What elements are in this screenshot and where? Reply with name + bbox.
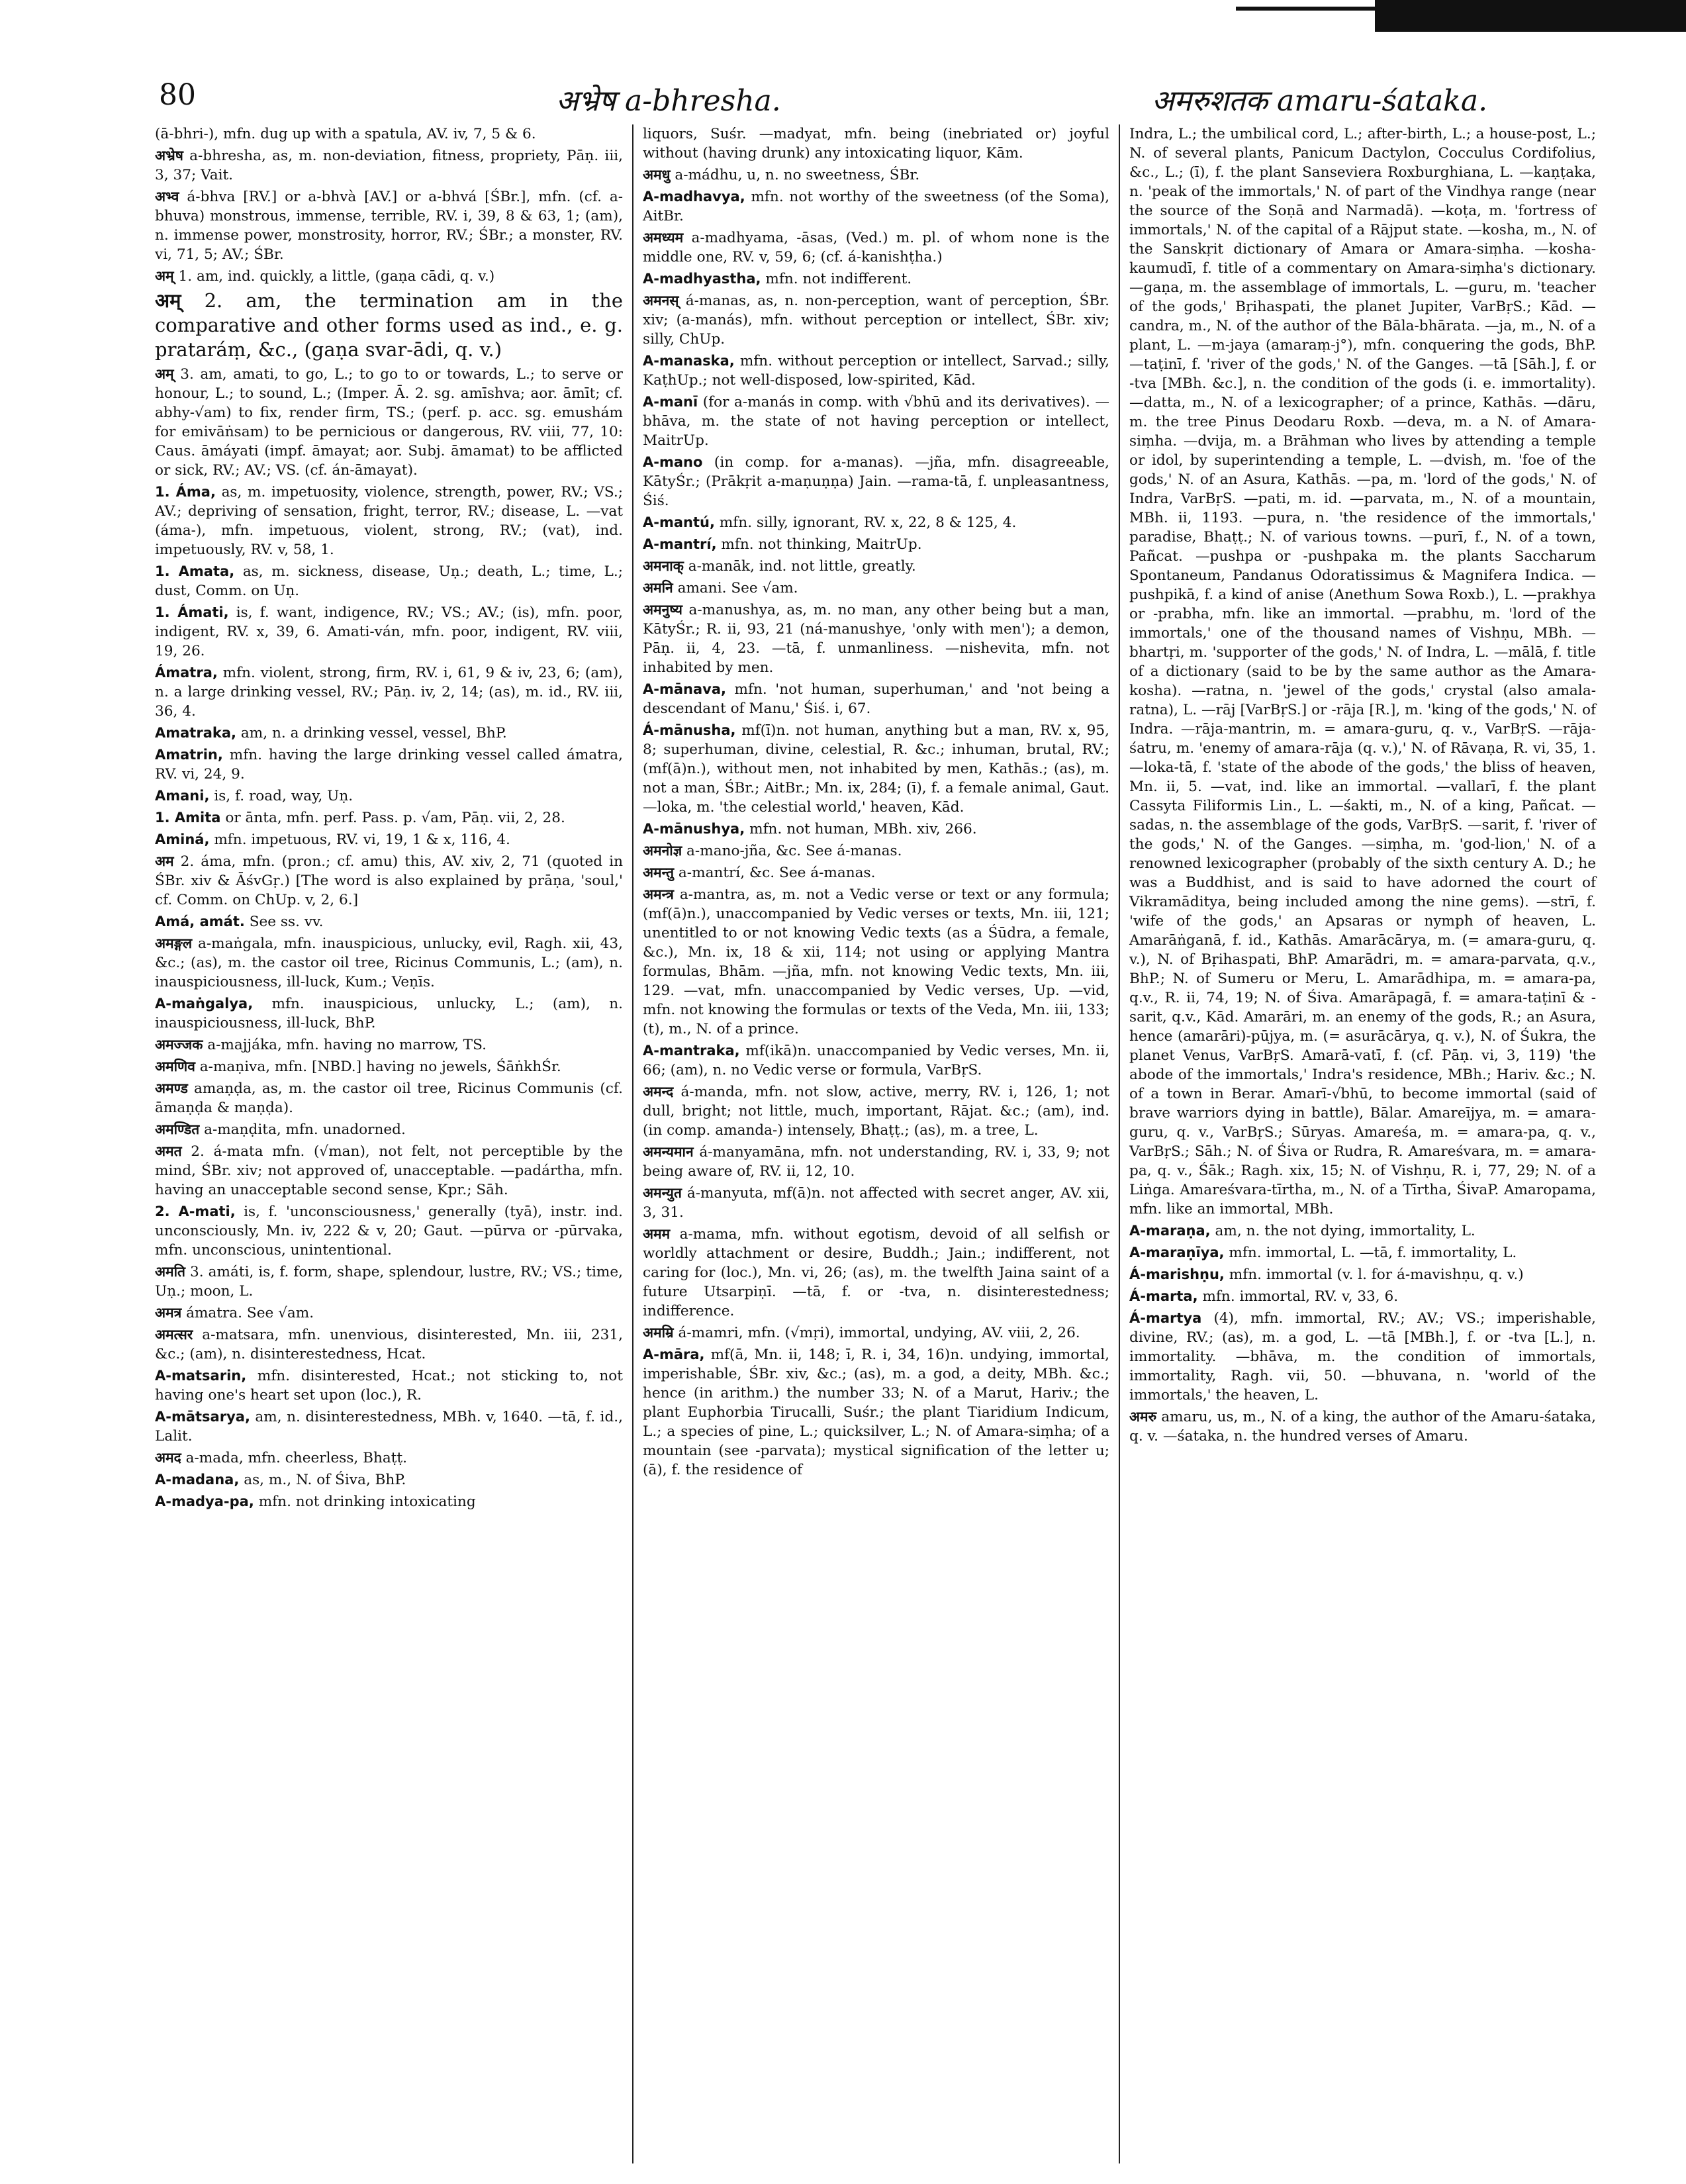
entry-text: a-mantra, as, m. not a Vedic verse or text or any formula; (mf(ā)n.), unaccompanied by Vedic verses or texts, Mn. iii, 121; unentitled to or not knowing Vedic texts (as a Śūdra, a female, &c.), Mn. ix, 18 & xii, 114; not using or applying Mantra formulas, Bhām. —jña, mfn. not knowing Vedic texts, Mn. iii, 129. —vat, mfn. unaccompanied by Vedic verses, Up. —vid, mfn. not knowing the formulas or texts of the Veda, Mn. iii, 133; (t), m., N. of a prince. bbox=[643, 886, 1109, 1037]
dictionary-entry bbox=[155, 267, 623, 286]
entry-text: á-manas, as, n. non-perception, want of perception, ŚBr. xiv; (a-manás), mfn. without perception or intellect, ŚBr. xiv; silly, ChUp. bbox=[643, 293, 1109, 348]
entry-headword: अमत bbox=[155, 1143, 182, 1159]
entry-headword: अमन्त्र bbox=[643, 886, 675, 902]
dictionary-entry bbox=[643, 124, 1109, 163]
dictionary-entry bbox=[643, 863, 1109, 882]
entry-text: as, m. sickness, disease, Uṇ.; death, L.; time, L.; dust, Comm. on Uṇ. bbox=[155, 563, 623, 599]
entry-headword: अभ्रेष bbox=[155, 148, 183, 164]
dictionary-entry bbox=[155, 1079, 623, 1117]
dictionary-entry bbox=[155, 1035, 623, 1055]
entry-headword: A-maraṇīya, bbox=[1129, 1245, 1225, 1260]
entry-headword: अमधु bbox=[643, 167, 671, 183]
entry-text: (for a-manás in comp. with √bhū and its derivatives). —bhāva, m. the state of not having perception or intellect, MaitrUp. bbox=[643, 394, 1109, 449]
dictionary-entry bbox=[1129, 1407, 1596, 1446]
entry-headword: अमन्तु bbox=[643, 865, 675, 880]
entry-text: mfn. immortal, RV. v, 33, 6. bbox=[1202, 1288, 1399, 1305]
entry-headword: अमत्सर bbox=[155, 1327, 193, 1343]
entry-headword: अमनोज्ञ bbox=[643, 843, 682, 859]
entry-headword: अमण्ड bbox=[155, 1080, 188, 1096]
dictionary-entry bbox=[643, 1323, 1109, 1343]
entry-headword: A-mānushya, bbox=[643, 821, 745, 837]
entry-text: liquors, Suśr. —madyat, mfn. being (inebriated or) joyful without (having drunk) any intoxicating liquor, Kām. bbox=[643, 126, 1109, 162]
entry-text: a-maṇḍita, mfn. unadorned. bbox=[204, 1121, 406, 1138]
entry-headword: अमति bbox=[155, 1264, 186, 1280]
scan-edge-mark bbox=[1375, 0, 1686, 32]
entry-text: 2. á-mata mfn. (√man), not felt, not perceptible by the mind, ŚBr. xiv; not approved of, unacceptable. —padártha, mfn. having an unacceptable second sense, Kpr.; Sāh. bbox=[155, 1143, 623, 1198]
right-running-head: अमरुशतक amaru-śataka. bbox=[1152, 84, 1488, 118]
dictionary-entry bbox=[155, 1448, 623, 1468]
entry-headword: अमरु bbox=[1129, 1409, 1157, 1425]
entry-text: mfn. having the large drinking vessel called ámatra, RV. vi, 24, 9. bbox=[155, 747, 624, 783]
entry-headword: A-manaska, bbox=[643, 353, 735, 369]
entry-headword: 1. Amita bbox=[155, 810, 221, 826]
dictionary-entry bbox=[643, 579, 1109, 598]
dictionary-entry bbox=[643, 291, 1109, 349]
entry-text: mfn. inauspicious, unlucky, L.; (am), n. inauspiciousness, ill-luck, BhP. bbox=[155, 996, 623, 1031]
entry-text: a-madhyama, -āsas, (Ved.) m. pl. of whom none is the middle one, RV. v, 59, 6; (cf. á-kanishṭha.) bbox=[643, 230, 1109, 265]
entry-headword: अमनस् bbox=[643, 293, 679, 309]
dictionary-entry bbox=[155, 1202, 623, 1260]
dictionary-entry bbox=[155, 1057, 623, 1076]
entry-headword: Aminá, bbox=[155, 831, 210, 847]
entry-headword: A-matsarin, bbox=[155, 1368, 247, 1384]
dictionary-entry bbox=[1129, 1287, 1596, 1306]
dictionary-entry bbox=[155, 603, 623, 661]
entry-text: 1. am, ind. quickly, a little, (gaṇa cādi, q. v.) bbox=[178, 268, 495, 285]
entry-text: a-maṅgala, mfn. inauspicious, unlucky, evil, Ragh. xii, 43, &c.; (as), m. the castor oil tree, Ricinus Communis, L.; (am), n. inauspiciousness, ill-luck, Kum.; Veṇīs. bbox=[155, 935, 624, 990]
entry-headword: Á-marishṇu, bbox=[1129, 1266, 1225, 1282]
dictionary-entry bbox=[155, 562, 623, 600]
entry-headword: अम् bbox=[155, 268, 174, 284]
dictionary-entry bbox=[643, 166, 1109, 185]
dictionary-entry bbox=[155, 994, 623, 1033]
dictionary-entry bbox=[155, 187, 623, 264]
dictionary-entry bbox=[643, 513, 1109, 532]
entry-text: mfn. violent, strong, firm, RV. i, 61, 9 & iv, 23, 6; (am), n. a large drinking vessel, RV.; Pāṇ. iv, 2, 14; (as), m. id., RV. iii, 36, 4. bbox=[155, 665, 623, 720]
entry-text: á-mamri, mfn. (√mṛi), immortal, undying, AV. viii, 2, 26. bbox=[678, 1325, 1080, 1341]
entry-headword: अमनाक् bbox=[643, 558, 684, 574]
entry-text: See ss. vv. bbox=[249, 914, 324, 930]
entry-headword: A-madhyastha, bbox=[643, 271, 761, 287]
entry-text: amaṇḍa, as, m. the castor oil tree, Ricinus Communis (cf. āmaṇḍa & maṇḍa). bbox=[155, 1080, 623, 1116]
entry-text: (4), mfn. immortal, RV.; AV.; VS.; imperishable, divine, RV.; (as), m. a god, L. —tā [MBh.], f. or -tva [L.], n. immortality. —bhāva, m. the condition of immortals, immortality, Ragh. vii, 50. —bhuvana, n. 'world of the immortals,' the heaven, L. bbox=[1129, 1310, 1596, 1403]
dictionary-entry bbox=[1129, 1265, 1596, 1284]
dictionary-entry bbox=[155, 830, 623, 849]
dictionary-entry bbox=[155, 1366, 623, 1405]
entry-headword: अमङ्गल bbox=[155, 935, 193, 951]
entry-headword: A-manī bbox=[643, 394, 698, 410]
dictionary-entry bbox=[155, 724, 623, 743]
entry-headword: A-māra, bbox=[643, 1347, 705, 1362]
entry-text: á-manyuta, mf(ā)n. not affected with secret anger, AV. xii, 3, 31. bbox=[643, 1185, 1109, 1221]
entry-text: a-majjáka, mfn. having no marrow, TS. bbox=[207, 1037, 487, 1053]
entry-text: is, f. road, way, Uṇ. bbox=[214, 788, 353, 804]
entry-text: a-mádhu, u, n. no sweetness, ŚBr. bbox=[675, 167, 920, 183]
entry-text: a-manāk, ind. not little, greatly. bbox=[688, 558, 916, 575]
entry-headword: A-madana, bbox=[155, 1472, 240, 1488]
entry-headword: अमण्डित bbox=[155, 1121, 200, 1137]
dictionary-entry bbox=[643, 721, 1109, 817]
entry-text: a-mano-jña, &c. See á-manas. bbox=[686, 843, 902, 859]
entry-headword: अमम bbox=[643, 1226, 671, 1242]
entry-headword: 1. Amata, bbox=[155, 563, 235, 579]
entry-text: mfn. not drinking intoxicating bbox=[258, 1494, 476, 1510]
entry-text: mfn. immortal, L. —tā, f. immortality, L. bbox=[1229, 1245, 1517, 1261]
entry-text: is, f. 'unconsciousness,' generally (tyā), instr. ind. unconsciously, Mn. iv, 222 & v, 20; Gaut. —pūrva or -pūrvaka, mfn. unconscious, unintentional. bbox=[155, 1204, 623, 1258]
entry-headword: अभ्व bbox=[155, 189, 179, 205]
entry-text: a-manushya, as, m. no man, any other being but a man, KātyŚr.; R. ii, 93, 21 (ná-manushye, 'only with men'); a demon, Pāṇ. ii, 4, 23. —tā, f. unmanliness. —nishevita, mfn. not inhabited by men. bbox=[643, 602, 1109, 676]
entry-text: mfn. not worthy of the sweetness (of the Soma), AitBr. bbox=[643, 189, 1109, 224]
entry-text: á-manda, mfn. not slow, active, merry, RV. i, 126, 1; not dull, bright; not little, much, important, Rājat. &c.; (am), ind. (in comp. amanda-) intensely, Bhaṭṭ.; (as), m. a tree, L. bbox=[643, 1084, 1109, 1139]
entry-headword: अमज्जक bbox=[155, 1037, 203, 1053]
entry-headword: A-mantú, bbox=[643, 514, 715, 530]
entry-text: a-mada, mfn. cheerless, Bhaṭṭ. bbox=[185, 1450, 408, 1466]
dictionary-entry bbox=[1129, 1309, 1596, 1405]
dictionary-entry bbox=[643, 557, 1109, 576]
entry-headword: A-madya-pa, bbox=[155, 1494, 254, 1509]
entry-text: as, m., N. of Śiva, BhP. bbox=[244, 1472, 406, 1488]
entry-text: mfn. 'not human, superhuman,' and 'not being a descendant of Manu,' Śiś. i, 67. bbox=[643, 681, 1109, 717]
dictionary-entry bbox=[643, 1082, 1109, 1140]
entry-headword: अमन्यमान bbox=[643, 1144, 694, 1160]
entry-text: mfn. immortal (v. l. for á-mavishṇu, q. v.) bbox=[1229, 1266, 1524, 1283]
entry-headword: अमध्यम bbox=[643, 230, 684, 246]
dictionary-entry bbox=[155, 1120, 623, 1139]
entry-text: mfn. silly, ignorant, RV. x, 22, 8 & 125, 4. bbox=[719, 514, 1017, 531]
entry-text: mfn. disinterested, Hcat.; not sticking to, not having one's heart set upon (loc.), R. bbox=[155, 1368, 623, 1403]
entry-headword: अम् bbox=[155, 289, 181, 312]
entry-headword: A-maraṇa, bbox=[1129, 1223, 1211, 1239]
entry-text: a-mama, mfn. without egotism, devoid of all selfish or worldly attachment or desire, Buddh.; Jain.; indifferent, not caring for (loc.), Mn. vi, 26; (as), m. the twelfth Jaina saint of a future Utsarpiṇī. —tā, f. or -tva, n. disinterestedness; indifference. bbox=[643, 1226, 1109, 1319]
entry-headword: 2. A-mati, bbox=[155, 1204, 236, 1219]
dictionary-entry bbox=[643, 885, 1109, 1039]
entry-headword: A-mānava, bbox=[643, 681, 726, 697]
entry-headword: A-mantrí, bbox=[643, 536, 717, 552]
dictionary-entry bbox=[643, 841, 1109, 861]
entry-text: mfn. not indifferent. bbox=[765, 271, 912, 287]
entry-text: a-maṇiva, mfn. [NBD.] having no jewels, ŚāṅkhŚr. bbox=[199, 1059, 561, 1075]
dictionary-entry bbox=[155, 146, 623, 185]
dictionary-entry bbox=[155, 663, 623, 721]
entry-text: or ānta, mfn. perf. Pass. p. √am, Pāṇ. vii, 2, 28. bbox=[225, 810, 565, 826]
entry-text: mf(ī)n. not human, anything but a man, RV. x, 95, 8; superhuman, divine, celestial, R. &c.; inhuman, brutal, RV.; (mf(ā)n.), without men, not inhabited by men, Kathās.; (as), m. not a man, ŚBr.; AitBr.; Mn. ix, 284; (ī), f. a female animal, Gaut. —loka, m. 'the celestial world,' heaven, Kād. bbox=[643, 722, 1109, 816]
column-2 bbox=[632, 124, 1119, 2163]
entry-text: as, m. impetuosity, violence, strength, power, RV.; VS.; AV.; depriving of sensation, fright, terror, RV.; disease, L. —vat (áma-), mfn. impetuous, violent, strong, RV.; (vat), ind. impetuously, RV. v, 58, 1. bbox=[155, 484, 624, 558]
entry-text: (in comp. for a-manas). —jña, mfn. disagreeable, KātyŚr.; (Prākṛit a-maṇuṇṇa) Jain. —rama-tā, f. unpleasantness, Śiś. bbox=[643, 454, 1109, 509]
entry-headword: अमनुष्य bbox=[643, 602, 682, 618]
dictionary-columns bbox=[146, 124, 1622, 2163]
entry-headword: अमनि bbox=[643, 580, 673, 596]
left-running-head: अभ्रेष a-bhresha. bbox=[556, 84, 781, 118]
entry-text: (ā-bhri-), mfn. dug up with a spatula, AV. iv, 7, 5 & 6. bbox=[155, 126, 536, 142]
entry-headword: A-mano bbox=[643, 454, 703, 470]
entry-headword: A-madhavya, bbox=[643, 189, 745, 205]
entry-headword: Á-martya bbox=[1129, 1310, 1202, 1326]
dictionary-entry bbox=[643, 1225, 1109, 1321]
page-number: 80 bbox=[159, 78, 196, 112]
entry-text: am, n. disinterestedness, MBh. v, 1640. —tā, f. id., Lalit. bbox=[155, 1409, 623, 1445]
entry-text: amani. See √am. bbox=[677, 580, 798, 596]
entry-text: am, n. the not dying, immortality, L. bbox=[1215, 1223, 1475, 1239]
entry-text: 3. amáti, is, f. form, shape, splendour, lustre, RV.; VS.; time, Uṇ.; moon, L. bbox=[155, 1264, 623, 1300]
entry-headword: A-mātsarya, bbox=[155, 1409, 250, 1425]
dictionary-entry bbox=[155, 365, 623, 480]
entry-text: mfn. not human, MBh. xiv, 266. bbox=[749, 821, 977, 837]
dictionary-entry bbox=[155, 1325, 623, 1364]
entry-headword: Á-mānusha, bbox=[643, 722, 736, 738]
dictionary-entry bbox=[643, 1041, 1109, 1080]
entry-headword: Amá, amát. bbox=[155, 914, 245, 929]
dictionary-entry bbox=[155, 483, 623, 559]
entry-headword: 1. Ámati, bbox=[155, 604, 229, 620]
entry-headword: अम bbox=[155, 853, 174, 869]
dictionary-entry bbox=[155, 1407, 623, 1446]
dictionary-entry bbox=[155, 745, 623, 784]
entry-headword: अमणिव bbox=[155, 1059, 195, 1074]
dictionary-entry bbox=[155, 786, 623, 806]
dictionary-entry bbox=[643, 1143, 1109, 1181]
column-3 bbox=[1119, 124, 1605, 2163]
entry-headword: A-mantraka, bbox=[643, 1043, 740, 1059]
entry-text: a-bhresha, as, m. non-deviation, fitness, propriety, Pāṇ. iii, 3, 37; Vait. bbox=[155, 148, 623, 183]
dictionary-entry bbox=[155, 852, 623, 910]
entry-text: 3. am, amati, to go, L.; to go to or towards, L.; to serve or honour, L.; to sound, L.; (Imper. Ā. 2. sg. amīshva; aor. āmīt; cf. abhy-√am) to fix, render firm, TS.; (perf. p. acc. sg. emushám for emivāṅsam) to be pernicious or dangerous, RV. viii, 77, 10: Caus. āmáyati (impf. āmayat; aor. Subj. āmamat) to be afflicted or sick, RV.; AV.; VS. (cf. án-āmayat). bbox=[155, 366, 623, 479]
entry-text: a-matsara, mfn. unenvious, disinterested, Mn. iii, 231, &c.; (am), n. disinterestedness, Hcat. bbox=[155, 1327, 623, 1362]
entry-headword: Á-marta, bbox=[1129, 1288, 1198, 1304]
dictionary-entry bbox=[155, 1142, 623, 1200]
dictionary-entry bbox=[643, 680, 1109, 718]
entry-headword: 1. Áma, bbox=[155, 484, 216, 500]
entry-text: 2. áma, mfn. (pron.; cf. amu) this, AV. xiv, 2, 71 (quoted in ŚBr. xiv & ĀśvGṛ.) [The word is also explained by prāṇa, 'soul,' cf. Comm. on ChUp. v, 2, 6.] bbox=[155, 853, 623, 908]
entry-headword: अम् bbox=[155, 366, 174, 382]
column-1 bbox=[146, 124, 632, 2163]
entry-headword: अमन्द bbox=[643, 1084, 674, 1100]
dictionary-entry bbox=[1129, 1221, 1596, 1241]
dictionary-entry bbox=[155, 1262, 623, 1301]
dictionary-entry bbox=[643, 1345, 1109, 1480]
dictionary-entry bbox=[643, 228, 1109, 267]
entry-text: mfn. impetuous, RV. vi, 19, 1 & x, 116, 4. bbox=[214, 831, 510, 848]
entry-text: 2. am, the termination am in the comparative and other forms used as ind., e. g. prataráṃ, &c., (gaṇa svar-ādi, q. v.) bbox=[155, 289, 624, 361]
entry-text: am, n. a drinking vessel, vessel, BhP. bbox=[240, 725, 507, 741]
entry-headword: Amatraka, bbox=[155, 725, 236, 741]
entry-text: á-manyamāna, mfn. not understanding, RV. i, 33, 9; not being aware of, RV. ii, 12, 10. bbox=[643, 1144, 1109, 1180]
entry-headword: Ámatra, bbox=[155, 665, 218, 681]
dictionary-entry bbox=[643, 393, 1109, 450]
dictionary-entry bbox=[1129, 124, 1596, 1219]
dictionary-entry bbox=[643, 535, 1109, 554]
dictionary-entry bbox=[643, 187, 1109, 226]
entry-headword: Amatrin, bbox=[155, 747, 223, 763]
dictionary-entry bbox=[155, 808, 623, 828]
dictionary-entry bbox=[155, 912, 623, 931]
dictionary-entry bbox=[155, 1304, 623, 1323]
entry-text: á-bhva [RV.] or a-bhvà [AV.] or a-bhvá [ŚBr.], mfn. (cf. a-bhuva) monstrous, immense, terrible, RV. i, 39, 8 & 63, 1; (am), n. immense power, monstrosity, horror, RV.; ŚBr.; a monster, RV. vi, 71, 5; AV.; ŚBr. bbox=[155, 189, 623, 263]
entry-text: a-mantrí, &c. See á-manas. bbox=[678, 865, 876, 881]
entry-text: mf(ikā)n. unaccompanied by Vedic verses, Mn. ii, 66; (am), n. no Vedic verse or formula, VarBṛS. bbox=[643, 1043, 1109, 1078]
entry-text: Indra, L.; the umbilical cord, L.; after-birth, L.; a house-post, L.; N. of several plants, Panicum Dactylon, Cocculus Cordifolius, &c., L.; (ī), f. the plant Sanseviera Roxburghiana, L. —kaṇṭaka, n. 'peak of the immortals,' N. of part of the Vindhya range (near the source of the Soṇā and Narmadā). —koṭa, m. 'fortress of immortals,' N. of the capital of a Rājput state. —kosha, m., N. of the Sanskṛit dictionary of Amara or Amara-siṃha. —kosha-kaumudī, f. title of a commentary on Amara-siṃha's dictionary. —gaṇa, m. the assemblage of immortals, L. —guru, m. 'teacher of the gods,' Bṛihaspati, the planet Jupiter, VarBṛS.; Kād. —candra, m., N. of the author of the Bāla-bhārata. —ja, m., N. of a plant, L. —m-jaya (amaraṃ-j°), mfn. conquering the gods, BhP. —taṭinī, f. 'river of the gods,' N. of the Ganges. —tā [Sāh.], f. or -tva [MBh. &c.], n. the condition of the gods (i. e. immortality). —datta, m., N. of a lexicographer; of a prince, Kathās. —dāru, m. the tree Pinus Deodaru Roxb. —deva, m. a N. of Amara-siṃha. —dvija, m. a Brāhman who lives by attending a temple or idol, by superintending a temple, L. —dvish, m. 'foe of the gods,' N. of an Asura, Kathās. —pa, m. 'lord of the gods,' N. of Indra, VarBṛS. —pati, m. id. —parvata, m., N. of a mountain, MBh. ii, 1193. —pura, n. 'the residence of the immortals,' paradise, Bhaṭṭ.; N. of various towns. —purī, f., N. of a town, Pañcat. —pushpa or -pushpaka m. the plants Saccharum Spontaneum, Pandanus Odoratissimus & Magnifera Indica. —pushpikā, f. a kind of anise (Anethum Sowa Roxb.), L. —prakhya or -prabha, mfn. like an immortal. —prabhu, m. 'lord of the immortals,' one of the thousand names of Vishṇu, MBh. —bhartṛi, m. 'supporter of the gods,' N. of Indra, L. —mālā, f. title of a dictionary (said to be by the same author as the Amara-kosha). —ratna, n. 'jewel of the gods,' crystal (also amala-ratna), L. —rāj [VarBṛS.] or -rāja [R.], m. 'king of the gods,' N. of Indra. —rāja-mantrin, m. = amara-guru, q. v., VarBṛS. —rāja-śatru, m. 'enemy of amara-rāja (q. v.),' N. of Rāvaṇa, R. vi, 35, 1. —loka-tā, f. 'state of the abode of the gods,' the bliss of heaven, Mn. ii, 5. —vat, ind. like an immortal. —vallarī, f. the plant Cassyta Filiformis Lin., L. —śakti, m., N. of a king, Pañcat. —sadas, n. the assemblage of the gods, VarBṛS. —sarit, f. 'river of the gods,' N. of the Ganges. —siṃha, m. 'god-lion,' N. of a renowned lexicographer (probably of the sixth century A. D.; he was a Buddhist, and is said to have adorned the court of Vikramāditya, being included among the nine gems). —strī, f. 'wife of the gods,' an Apsaras or nymph of heaven, L. Amarāṅganā, f. id., Kathās. Amarācārya, m. (= amara-guru, q. v.), N. of Bṛihaspati, BhP. Amarādri, m. = amara-parvata, q.v., BhP.; N. of Sumeru or Meru, L. Amarādhipa, m. = amara-pa, q.v., R. ii, 74, 19; N. of Śiva. Amarāpagā, f. = amara-taṭinī & -sarit, q.v., Kād. Amarāri, m. an enemy of the gods, R.; an Asura, hence (amarāri)-pūjya, m. (= asurācārya, q. v.), N. of Śukra, the planet Venus, VarBṛS. Amarā-vatī, f. (cf. Pāṇ. vi, 3, 119) 'the abode of the immortals,' Indra's residence, MBh.; Hariv. &c.; N. of a town in Berar. Amarī-√bhū, to become immortal (said of brave warriors dying in battle), Bālar. Amareījya, m. = amara-guru, q. v., VarBṛS.; Sūryas. Amareśa, m. = amara-pa, q. v., VarBṛS.; Sāh.; N. of Śiva or Rudra, R. Amareśvara, m. = amara-pa, q. v., Śāk.; Ragh. xix, 15; N. of Vishṇu, R. i, 77, 29; N. of a Liṅga. Amareśvara-tīrtha, m., N. of a Tīrtha, ŚivaP. Amaropama, mfn. like an immortal, MBh. bbox=[1129, 126, 1596, 1217]
dictionary-entry bbox=[155, 934, 623, 992]
dictionary-entry bbox=[155, 1492, 623, 1511]
entry-headword: अमम्रि bbox=[643, 1325, 674, 1341]
dictionary-entry bbox=[155, 289, 623, 362]
entry-text: mf(ā, Mn. ii, 148; ī, R. i, 34, 16)n. undying, immortal, imperishable, ŚBr. xiv, &c.; (as), m. a god, a deity, MBh. &c.; hence (in arithm.) the number 33; N. of a Marut, Hariv.; the plant Euphorbia Tirucalli, Suśr.; the plant Tiaridium Indicum, L.; a species of pine, L.; quicksilver, L.; N. of Amara-siṃha; of a mountain (see -parvata); mystical signification of the letter u; (ā), f. the residence of bbox=[643, 1347, 1109, 1478]
entry-headword: अमत्र bbox=[155, 1305, 182, 1321]
dictionary-entry bbox=[643, 352, 1109, 390]
entry-headword: Amani, bbox=[155, 788, 210, 804]
dictionary-entry bbox=[643, 820, 1109, 839]
dictionary-entry bbox=[643, 269, 1109, 289]
entry-text: mfn. without perception or intellect, Sarvad.; silly, KaṭhUp.; not well-disposed, low-spirited, Kād. bbox=[643, 353, 1109, 389]
dictionary-entry bbox=[155, 1470, 623, 1490]
entry-text: ámatra. See √am. bbox=[186, 1305, 314, 1321]
dictionary-entry bbox=[643, 453, 1109, 510]
dictionary-entry bbox=[1129, 1243, 1596, 1262]
dictionary-entry bbox=[643, 600, 1109, 677]
dictionary-entry bbox=[643, 1184, 1109, 1222]
dictionary-entry bbox=[155, 124, 623, 144]
entry-headword: अमन्युत bbox=[643, 1185, 682, 1201]
entry-headword: अमद bbox=[155, 1450, 181, 1466]
entry-text: mfn. not thinking, MaitrUp. bbox=[721, 536, 922, 553]
entry-headword: A-maṅgalya, bbox=[155, 996, 254, 1012]
running-header bbox=[146, 71, 1620, 118]
entry-text: amaru, us, m., N. of a king, the author of the Amaru-śataka, q. v. —śataka, n. the hundred verses of Amaru. bbox=[1129, 1409, 1596, 1445]
entry-text: is, f. want, indigence, RV.; VS.; AV.; (is), mfn. poor, indigent, RV. x, 39, 6. Amati-ván, mfn. poor, indigent, RV. viii, 19, 26. bbox=[155, 604, 623, 659]
